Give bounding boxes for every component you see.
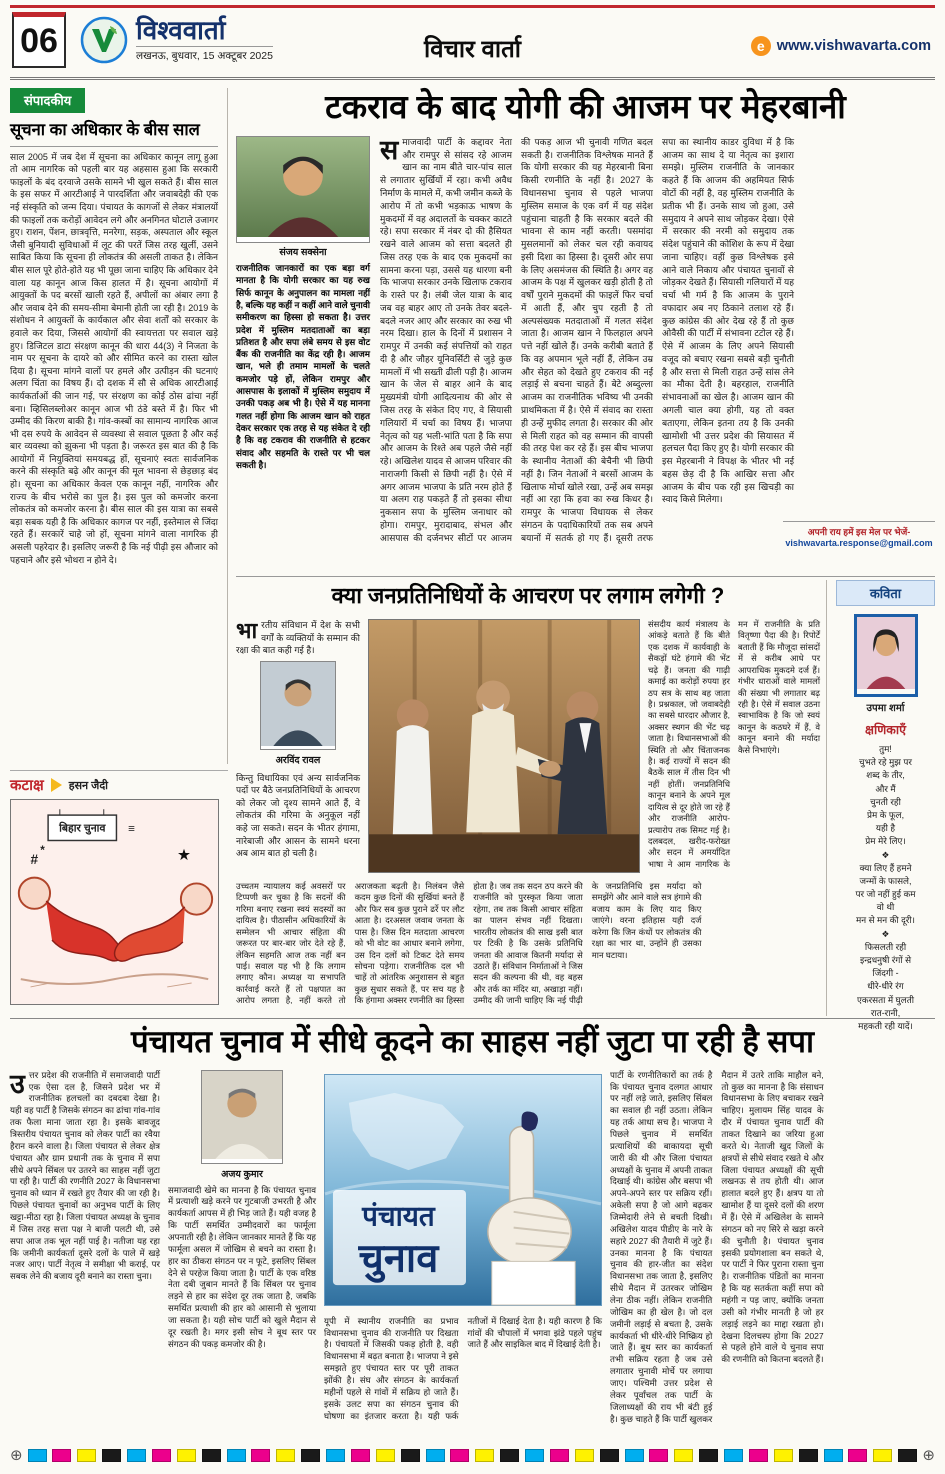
poem-line: जन्मों के फासले, [859, 875, 912, 886]
website [751, 36, 931, 56]
middle-author-name: अरविंद रावल [275, 755, 321, 767]
graphic-text-line2: चुनाव [358, 1235, 439, 1280]
poem-line: इन्द्रधनुषी रंगों से [859, 955, 912, 965]
feedback-note [783, 521, 935, 548]
middle-headline: क्या जनप्रतिनिधियों के आचरण पर लगाम लगेगी ? [331, 583, 725, 608]
svg-text:≡: ≡ [128, 822, 136, 836]
poem-line: चुनती रही [870, 796, 901, 807]
poem-line: यही है [875, 823, 896, 834]
middle-right-columns: संसदीय कार्य मंत्रालय के आंकड़े बताते हैं कि बीते एक दशक में कार्यवाही के सैकड़ों घंटे हंगामे की भेंट चढ़े हैं। जनता की गाढ़ी कमाई का करोड़ों रुपया हर ठप सत्र के साथ बह जाता है। प्रश्नकाल, जो जवाबदेही का सबसे धारदार औजार है, अक्सर स्थगन की भेंट चढ़ जाता है। विधानसभाओं की स्थिति तो और चिंताजनक है। कई राज्यों में सदन की बैठकें साल में तीस दिन भी नहीं होतीं। जनप्रतिनिधि कानून बनाने के अपने मूल दायित्व से दूर होते जा रहे हैं और राजनीति आरोप-प्रत्यारोप तक सिमट गई है। दलबदल, खरीद-फरोख्त और सदन में अमर्यादित भाषा ने आम नागरिक के मन में राजनीति के प्रति वितृष्णा पैदा की है। रिपोर्टें बताती हैं कि मौजूदा सांसदों में से करीब आधे पर आपराधिक मुकदमे दर्ज हैं। गंभीर धाराओं वाले मामलों की संख्या भी लगातार बढ़ रही है। ऐसे में सवाल उठना स्वाभाविक है कि जो स्वयं कानून के कठघरे में हैं, वे कानून बनाने की मर्यादा कैसे निभाएंगे। [648, 619, 820, 869]
bottom-below-graphic: यूपी में स्थानीय राजनीति का प्रभाव विधानसभा चुनाव की राजनीति पर दिखता है। पंचायतों में जिसकी पकड़ होती है, वही विधानसभा में बढ़त बनाता है। भाजपा ने इसे समझते हुए पंचायत स्तर पर पूरी ताकत झोंकी है। संघ और संगठन के कार्यकर्ता महीनों पहले से गांवों में सक्रिय हो जाते हैं। इसके उलट सपा का संगठन चुनाव की घोषणा का इंतजार करता है। यही फर्क नतीजों में दिखाई देता है। यही कारण है कि गांवों की चौपालों में भगवा झंडे पहले पहुंच जाते हैं और साइकिल बाद में दिखाई देती है। [324, 1315, 602, 1421]
satire-section [10, 770, 228, 1014]
feedback-email: vishwavarta.response@gmail.com [785, 537, 933, 548]
svg-text:*: * [40, 844, 45, 858]
cartoon-caption: बिहार चुनाव [59, 822, 106, 835]
website-url: www.vishwavarta.com [776, 38, 931, 54]
main-article [236, 88, 935, 572]
bottom-right-columns: पार्टी के रणनीतिकारों का तर्क है कि पंचायत चुनाव दलगत आधार पर नहीं लड़े जाते, इसलिए सिंबल का सवाल ही नहीं उठता। लेकिन यह तर्क आधा सच है। भाजपा ने पिछले चुनाव में समर्थित प्रत्याशियों की बाकायदा सूची जारी की थी और जिला पंचायत अध्यक्षों के चुनाव में अपनी ताकत दिखाई थी। कांग्रेस और बसपा भी अपने-अपने स्तर पर सक्रिय रहीं। अकेली सपा है जो आगे बढ़कर जिम्मेदारी लेने से बचती दिखी। अखिलेश यादव पीडीए के नारे के सहारे 2027 की तैयारी में जुटे हैं। उनका मानना है कि पंचायत चुनाव की हार-जीत का संदेश विधानसभा तक जाता है, इसलिए सीधे मैदान में उतरकर जोखिम लेना ठीक नहीं। लेकिन राजनीति जोखिम का ही खेल है। जो दल जमीनी लड़ाई से बचता है, उसके कार्यकर्ता भी धीरे-धीरे निष्क्रिय हो जाते हैं। बूथ स्तर का कार्यकर्ता तभी सक्रिय रहता है जब उसे लगातार चुनावी मोर्चे पर लगाया जाए। पश्चिमी उत्तर प्रदेश से लेकर पूर्वांचल तक पार्टी के जिलाध्यक्षों की राय भी बंटी हुई है। कुछ चाहते हैं कि पार्टी खुलकर मैदान में उतरे ताकि माहौल बने, तो कुछ का मानना है कि संसाधन विधानसभा के लिए बचाकर रखने चाहिए। मुलायम सिंह यादव के दौर में पंचायत चुनाव पार्टी की ताकत दिखाने का जरिया हुआ करते थे। नेताजी खुद जिलों के क्षत्रपों से सीधे संवाद रखते थे और जिला पंचायत अध्यक्षों की सूची लखनऊ से तय होती थी। आज हालात बदले हुए हैं। क्षत्रप या तो खामोश हैं या दूसरे दलों की शरण में हैं। ऐसे में अखिलेश के सामने संगठन को नए सिरे से खड़ा करने की चुनौती है। पंचायत चुनाव इसकी प्रयोगशाला बन सकते थे, पर पार्टी ने फिर पुराना रास्ता चुना है। राजनीतिक पंडितों का मानना है कि यह सतर्कता कहीं सपा को महंगी न पड़ जाए, क्योंकि जनता उसी को गंभीर मानती है जो हर लड़ाई लड़ने का माद्दा रखता हो। देखना दिलचस्प होगा कि 2027 से पहले होने वाले ये चुनाव सपा की रणनीति को कितना बदलते हैं। [610, 1069, 824, 1424]
middle-body-left-2: किन्तु विधायिका एवं अन्य सार्वजनिक पदों पर बैठे जनप्रतिनिधियों के आचरण को लेकर जो दृश्य सामने आते हैं, वे लोकतंत्र की गरिमा के अनुकूल नहीं कहे जा सकते। सदन के भीतर हंगामा, नारेबाजी और आसन के सामने धरना अब आम बात हो चली है। [236, 772, 360, 859]
main-article-content [236, 136, 935, 548]
poem-line: क्या लिए हैं हमने [859, 862, 912, 873]
bottom-author-photo [201, 1070, 283, 1164]
page-section-title: विचार वार्ता [424, 36, 521, 63]
author-name: संजय सक्सेना [279, 246, 327, 258]
poem-line: मन से मन की दूरी। [856, 915, 915, 926]
divider-rule [10, 1018, 935, 1019]
bottom-column-1 [10, 1070, 160, 1427]
article-intro: राजनीतिक जानकारों का एक बड़ा वर्ग मानता है कि योगी सरकार का यह रुख सिर्फ कानून के अनुपालन का मामला नहीं है, बल्कि यह कहीं न कहीं आने वाले चुनावी समीकरण का हिस्सा हो सकता है। उत्तर प्रदेश में मुस्लिम मतदाताओं का बड़ा प्रतिशत है और सपा लंबे समय से इस वोट बैंक की राजनीति का केंद्र रही है। आजम खान, भले ही तमाम मामलों के चलते कमजोर पड़े हों, लेकिन रामपुर और आसपास के इलाकों में मुस्लिम समुदाय में उनकी पकड़ अब भी है। ऐसे में यह मानना गलत नहीं होगा कि आजम खान को राहत देकर सरकार एक तरह से यह संकेत दे रही है कि वह टकराव की राजनीति से हटकर संवाद और सहमति के रास्ते पर भी चल सकती है। [236, 262, 370, 470]
middle-author-photo [260, 661, 336, 751]
poem-badge: कविता [836, 580, 935, 606]
satire-badge: कटाक्ष [10, 777, 44, 794]
editorial-section [10, 88, 228, 764]
main-intro-column [236, 136, 370, 548]
graphic-text-line1: पंचायत [362, 1200, 435, 1232]
top-red-rule [10, 5, 935, 8]
article-body-text: माजवादी पार्टी के कद्दावर नेता और रामपुर से सांसद रहे आजम खान का नाम बीते चार-पांच साल से लगातार सुर्खियों में रहा। कभी अवैध निर्माण के मामले में, कभी जमीन कब्जे के आरोप में तो कभी भड़काऊ भाषण के मुकदमों में वह अदालतों के चक्कर काटते रहे। सपा सरकार में नंबर दो की हैसियत रखने वाले आजम को सत्ता बदलते ही जिस तरह एक के बाद एक मुकदमों का सामना करना पड़ा, उससे यह धारणा बनी कि भाजपा सरकार उनके खिलाफ टकराव के रास्ते पर है। लंबी जेल यात्रा के बाद जब वह बाहर आए तो उनके तेवर बदले-बदले नजर आए और सरकार का रुख भी नरम दिखा। हाल के दिनों में प्रशासन ने रामपुर में उनकी कई संपत्तियों को राहत दी है और जौहर यूनिवर्सिटी से जुड़े कुछ मामलों में भी सख्ती ढीली पड़ी है। आजम खान के जेल से बाहर आने के बाद मुख्यमंत्री योगी आदित्यनाथ की ओर से जिस तरह के संकेत दिए गए, वे सियासी गलियारों में चर्चा का विषय हैं। भाजपा नेतृत्व को यह भली-भांति पता है कि सपा और आजम के रिश्ते अब पहले जैसे नहीं रहे। अखिलेश यादव से आजम परिवार की नाराजगी किसी से छिपी नहीं है। ऐसे में अगर आजम भाजपा के प्रति नरम होते हैं या अलग राह पकड़ते हैं तो इसका सीधा नुकसान सपा के मुस्लिम जनाधार को होगा। रामपुर, मुरादाबाद, संभल और आसपास की दर्जनभर सीटों पर आजम की पकड़ आज भी चुनावी गणित बदल सकती है। राजनीतिक विश्लेषक मानते हैं कि योगी सरकार की यह मेहरबानी बिना किसी रणनीति के नहीं है। 2027 के विधानसभा चुनाव से पहले भाजपा मुस्लिम समाज के एक वर्ग में यह संदेश पहुंचाना चाहती है कि सरकार बदले की भावना से काम नहीं करती। पसमांदा मुसलमानों को लेकर चल रही कवायद इसी दिशा का हिस्सा है। दूसरी ओर सपा के लिए असमंजस की स्थिति है। अगर वह आजम के पक्ष में खुलकर खड़ी होती है तो वर्षों पुराने मुकदमों की फाइलें फिर चर्चा में आती हैं, और चुप रहती है तो अल्पसंख्यक मतदाताओं में गलत संदेश जाता है। आजम खान ने फिलहाल अपने पत्ते नहीं खोले हैं। उनके करीबी बताते हैं कि वह अपमान भूले नहीं हैं, लेकिन उम्र और सेहत को देखते हुए टकराव की नई लड़ाई से बचना चाहते हैं। बेटे अब्दुल्ला आजम का राजनीतिक भविष्य भी उनकी प्राथमिकता में है। ऐसे में संवाद का रास्ता ही उन्हें मुफीद लगता है। सरकार की ओर से मिली राहत को वह सम्मान की वापसी की तरह पेश कर रहे हैं। इस बीच भाजपा के स्थानीय नेताओं की बेचैनी भी छिपी नहीं है। जिन नेताओं ने बरसों आजम के खिलाफ मोर्चा खोले रखा, उन्हें अब समझ नहीं आ रहा कि हवा का रुख किधर है। रामपुर के भाजपा विधायक से लेकर संगठन के पदाधिकारियों तक सब अपने बयानों में सतर्क हो गए हैं। दूसरी तरफ सपा का स्थानीय काडर दुविधा में है कि आजम का साथ दे या नेतृत्व का इशारा समझे। मुस्लिम राजनीति के जानकार कहते हैं कि आजम की अहमियत सिर्फ वोटों की नहीं है, वह मुस्लिम राजनीति के प्रतीक भी हैं। उनके साथ जो हुआ, उसे समुदाय ने अपने साथ जोड़कर देखा। ऐसे में सरकार की नरमी को समुदाय तक संदेश पहुंचाने की कोशिश के रूप में देखा जाना चाहिए। वहीं कुछ विश्लेषक इसे आने वाले निकाय और पंचायत चुनावों से जोड़कर देखते हैं। सियासी गलियारों में यह चर्चा भी गर्म है कि आजम के पुराने वफादार अब नए ठिकाने तलाश रहे हैं। कुछ कांग्रेस की ओर देख रहे हैं तो कुछ ओवैसी की पार्टी में संभावना टटोल रहे हैं। ऐसे में आजम के लिए अपने सियासी वजूद को बचाए रखना सबसे बड़ी चुनौती है और सत्ता से मिली राहत उन्हें सांस लेने का मौका देती है। बहरहाल, राजनीति संभावनाओं का खेल है। आजम खान की अगली चाल क्या होगी, यह तो वक्त बताएगा, लेकिन इतना तय है कि उनकी खामोशी भी उत्तर प्रदेश की सियासत में हलचल पैदा किए हुए है। योगी सरकार की इस मेहरबानी ने विपक्ष के भीतर भी नई बहस छेड़ दी है कि आखिर सत्ता और आजम के बीच पक रही इस खिचड़ी का स्वाद किसे मिलेगा। [380, 136, 794, 543]
svg-text:★: ★ [176, 847, 191, 865]
author-photo [236, 136, 370, 243]
color-swatches [28, 1449, 918, 1462]
paper-name: विश्ववार्ता [136, 14, 226, 45]
poem-line: महकती रही यादें। [858, 1020, 913, 1031]
editorial-title: सूचना का अधिकार के बीस साल [10, 120, 218, 147]
website-icon: e [751, 36, 771, 56]
page-header [10, 10, 935, 80]
masthead [80, 16, 273, 64]
poem-line: धीरे-धीरे रंग [867, 981, 904, 992]
masthead-text [136, 14, 273, 63]
cartoon-illustration [10, 799, 219, 1005]
dropcap: स [380, 134, 399, 165]
dropcap: भा [236, 618, 258, 643]
middle-bottom-columns: उच्चतम न्यायालय कई अवसरों पर टिप्पणी कर चुका है कि सदनों की गरिमा बनाए रखना स्वयं सदस्यों का दायित्व है। पीठासीन अधिकारियों के सम्मेलन भी आचार संहिता की जरूरत पर बार-बार जोर देते रहे हैं, लेकिन सहमति आज तक नहीं बन पाई। सवाल यह भी है कि लगाम लगाए कौन। अध्यक्ष या सभापति कार्रवाई करते हैं तो पक्षपात का आरोप लगता है, नहीं करते तो अराजकता बढ़ती है। निलंबन जैसे कदम कुछ दिनों की सुर्खियां बनते हैं और फिर सब कुछ पुराने ढर्रे पर लौट आता है। दरअसल जवाब जनता के पास है। जिस दिन मतदाता आचरण को भी वोट का आधार बनाने लगेगा, उस दिन दलों को टिकट देते समय सोचना पड़ेगा। राजनीतिक दल भी चाहें तो आंतरिक अनुशासन से बहुत कुछ सुधार सकते हैं, पर सच यह है कि हंगामा अक्सर रणनीति का हिस्सा होता है। जब तक सदन ठप करने की राजनीति को पुरस्कृत किया जाता रहेगा, तब तक किसी आचार संहिता का पालन संभव नहीं दिखता। भारतीय लोकतंत्र की साख इसी बात पर टिकी है कि उसके प्रतिनिधि जनता की आवाज कितनी मर्यादा से उठाते हैं। संविधान निर्माताओं ने जिस सदन की कल्पना की थी, वह बहस और तर्क का मंदिर था, अखाड़ा नहीं। उम्मीद की जानी चाहिए कि नई पीढ़ी के जनप्रतिनिधि इस मर्यादा को समझेंगे और आने वाले सत्र हंगामे की बजाय काम के लिए याद किए जाएंगे। वरना इतिहास यही दर्ज करेगा कि जिन कंधों पर लोकतंत्र की रक्षा का भार था, उन्होंने ही उसका मान घटाया। [236, 881, 702, 1006]
poem-line: ❖ [881, 928, 890, 939]
poem-line: जिंदगी - [872, 968, 899, 979]
bottom-headline: पंचायत चुनाव में सीधे कूदने का साहस नहीं जुटा पा रही है सपा [131, 1024, 814, 1059]
page-number: 06 [12, 12, 66, 68]
bottom-column-2 [168, 1070, 316, 1427]
satire-header [10, 771, 219, 799]
poem-section [826, 580, 935, 1031]
panchayat-graphic [324, 1074, 602, 1306]
satire-author: हसन जैदी [68, 779, 109, 792]
poem-line: और मैं [875, 783, 896, 794]
article-body [380, 136, 935, 548]
edition-line: लखनऊ, बुधवार, 15 अक्टूबर 2025 [136, 46, 273, 63]
politicians-photo [368, 619, 640, 873]
poem-line: प्रेम मेरे लिए। [865, 836, 906, 847]
poem-line: वो थी [876, 902, 895, 913]
paper-logo-icon [80, 16, 128, 64]
feedback-line: अपनी राय हमें इस मेल पर भेजें- [807, 526, 911, 537]
poem-line: शब्द के तीर, [866, 770, 905, 781]
bottom-body-2: समाजवादी खेमे का मानना है कि पंचायत चुनाव में प्रत्याशी खड़े करने पर गुटबाजी उभरती है और कार्यकर्ता आपस में ही भिड़ जाते हैं। यही वजह है कि पार्टी समर्थित उम्मीदवारों का फार्मूला अपनाती रही है। लेकिन जानकार मानते हैं कि यह फार्मूला असल में जोखिम से बचने का रास्ता है। हार का ठीकरा संगठन पर न फूटे, इसलिए सिंबल देने से परहेज किया जाता है। पार्टी के एक वरिष्ठ नेता दबी जुबान मानते हैं कि सिंबल पर चुनाव लड़ने से हार का संदेश दूर तक जाता है, जबकि समर्थित प्रत्याशी की हार को आसानी से भुलाया जा सकता है। यही सोच पार्टी को खुले मैदान से दूर रखती है। मगर इसी सोच ने बूथ स्तर पर संगठन की पकड़ कमजोर की है। [168, 1184, 316, 1349]
divider-rule [236, 576, 935, 577]
middle-left-column [236, 619, 360, 873]
middle-article [236, 580, 820, 1016]
middle-article-content [236, 619, 820, 1011]
poem-line: रात-रानी, [870, 1007, 901, 1018]
poet-photo [854, 614, 918, 697]
poet-name: उपमा शर्मा [866, 703, 905, 714]
poem-line: एकरसता में घुलती [856, 994, 915, 1005]
bottom-article-content [10, 1070, 935, 1427]
dropcap: उ [10, 1068, 25, 1099]
poem-line: प्रेम के फूल, [866, 809, 905, 820]
registration-marks [10, 1446, 935, 1464]
middle-body-left-1: रतीय संविधान में देश के सभी वर्गों के व्यक्तियों के सम्मान की रक्षा की बात कही गई है। [236, 620, 360, 656]
bottom-author-name: अजय कुमार [221, 1168, 263, 1180]
registration-mark-icon: ⊕ [922, 1446, 935, 1464]
registration-mark-icon: ⊕ [10, 1446, 23, 1464]
poem-line: चुभते रहे मुझ पर [859, 757, 912, 768]
editorial-badge: संपादकीय [10, 88, 85, 113]
poem-line: पर जो नहीं हुई कम [855, 889, 916, 900]
main-headline: टकराव के बाद योगी की आजम पर मेहरबानी [325, 88, 846, 125]
bottom-body-1: त्तर प्रदेश की राजनीति में समाजवादी पार्टी एक ऐसा दल है, जिसने प्रदेश भर में राजनीतिक हलचलों का दबदबा देखा है। यही वह पार्टी है जिसके संगठन का ढांचा गांव-गांव तक फैला माना जाता रहा है। इसके बावजूद त्रिस्तरीय पंचायत चुनाव को लेकर पार्टी का रवैया हैरान करने वाला है। जिला पंचायत से लेकर क्षेत्र पंचायत और ग्राम प्रधानी तक के चुनाव में सपा सीधे अपने सिंबल पर उतरने का साहस नहीं जुटा पा रही है। पार्टी की रणनीति 2027 के विधानसभा चुनाव को ध्यान में रखते हुए तैयार की जा रही है। पिछले पंचायत चुनावों का अनुभव पार्टी के लिए खट्टा-मीठा रहा है। जिला पंचायत अध्यक्ष के चुनाव में जिस तरह सत्ता पक्ष ने बाजी पलटी थी, उसे सपा आज तक भूल नहीं पाई है। नतीजा यह रहा कि जमीनी कार्यकर्ता दूसरे दलों के पाले में खड़े नजर आए। पार्टी नेतृत्व ने समीक्षा भी कराई, पर सबक लेने की बजाय दूरी बनाने का रास्ता चुना। [10, 1069, 160, 1282]
poem-line: ❖ [881, 849, 890, 860]
bottom-article [10, 1024, 935, 1438]
svg-text:#: # [30, 851, 39, 867]
poem-line: फिसलती रही [864, 941, 907, 952]
poem-line: तुम! [879, 744, 892, 754]
arrow-icon [51, 778, 62, 792]
poem-title: क्षणिकाएँ [865, 723, 906, 737]
editorial-body: साल 2005 में जब देश में सूचना का अधिकार कानून लागू हुआ तो आम नागरिक को पहली बार यह अहसास हुआ कि सरकारी फाइलों के बंद दरवाजे उसके सामने भी खुल सकते हैं। बीस साल के इस सफर में आरटीआई ने पारदर्शिता और जवाबदेही की एक नई संस्कृति को जन्म दिया। पंचायत के कागजों से लेकर मंत्रालयों की फाइलों तक करोड़ों आवेदन लगे और अनगिनत घोटाले उजागर हुए। राशन, पेंशन, छात्रवृत्ति, मनरेगा, सड़क, अस्पताल और स्कूल जैसी बुनियादी सुविधाओं में लूट की परतें जिस तरह खुलीं, उसने साबित किया कि सूचना ही लोकतंत्र की असली ताकत है। लेकिन बीस साल पूरे होते-होते यह भी पूछा जाना चाहिए कि अधिकार देने वाला यह कानून आज किस हालत में है। सूचना आयोगों में आयुक्तों के पद बरसों खाली रहते हैं, अपीलों का अंबार लगा है और जवाब देने की समय-सीमा बेमानी होती जा रही है। 2019 के संशोधन ने आयुक्तों के कार्यकाल और सेवा शर्तों को सरकार के हवाले कर दिया, जिससे आयोगों की स्वायत्तता पर सवाल खड़े हुए। डिजिटल डाटा संरक्षण कानून की धारा 44(3) ने निजता के नाम पर सूचना के दायरे को और सीमित करने का रास्ता खोल दिया है। सूचना मांगने वालों पर हमले और उत्पीड़न की घटनाएं अलग चिंता का विषय हैं। दो दशक में सौ से अधिक आरटीआई कार्यकर्ताओं की जान गई, पर संरक्षण का कोई ठोस ढांचा नहीं बना। व्हिसिलब्लोअर कानून आज भी ठंडे बस्ते में है। फिर भी उम्मीद की किरण बाकी है। गांव-कस्बों का सामान्य नागरिक आज भी दस रुपये के आवेदन से व्यवस्था से सवाल पूछता है और कई बार व्यवस्था को झुकना भी पड़ता है। जरूरत इस बात की है कि आयोगों में नियुक्तियां समयबद्ध हों, सूचनाएं स्वतः सार्वजनिक करने की संस्कृति बढ़े और कानून की मूल भावना से छेड़छाड़ बंद हो। सूचना का अधिकार केवल एक कानून नहीं, नागरिक और राज्य के बीच भरोसे का पुल है। इस पुल को कमजोर करना लोकतंत्र को कमजोर करना है। बीस साल की इस यात्रा का सबसे बड़ा सबक यही है कि अधिकार कागज पर नहीं, इस्तेमाल से जिंदा रहते हैं। सरकारें चाहे जो हों, सूचना मांगने वाला नागरिक ही असली पहरेदार है। इसलिए जरूरी है कि नई पीढ़ी इस औजार को पहचाने और इसे भोथरा न होने दे। [10, 151, 218, 565]
poem-lines [836, 743, 935, 1033]
